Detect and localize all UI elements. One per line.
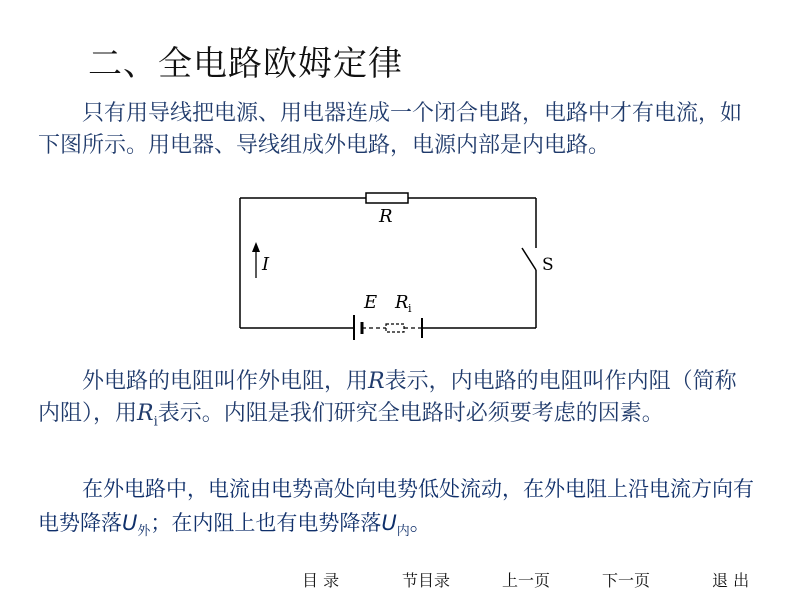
resistor-symbol: [366, 193, 408, 203]
paragraph-potential-drop: [38, 472, 758, 549]
symbol-R: R: [368, 369, 385, 394]
text-fragment: ；在内阻上也有电势降落: [150, 511, 382, 535]
paragraph-intro: 只有用导线把电源、用电器连成一个闭合电路，电路中才有电流，如下图所示。用电器、导线组成外电路，电源内部是内电路。: [38, 101, 743, 158]
internal-resistance-subscript: i: [408, 302, 412, 315]
internal-resistor-dashed: [386, 324, 404, 332]
circuit-diagram: [236, 190, 554, 340]
internal-resistance-label: R: [395, 292, 409, 313]
current-arrow-head: [252, 242, 260, 252]
symbol-Ri-subscript: i: [153, 414, 158, 430]
switch-label: S: [542, 255, 554, 275]
symbol-U-out-subscript: 外: [137, 524, 151, 540]
nav-section-contents-button[interactable]: 节目录: [402, 571, 451, 590]
paragraph-resistance: [38, 366, 758, 438]
nav-prev-page-button[interactable]: 上一页: [502, 571, 551, 590]
symbol-U-in-subscript: 内: [396, 524, 410, 540]
symbol-U-out: U: [122, 511, 138, 535]
symbol-Ri: R: [137, 401, 154, 426]
symbol-U-in: U: [381, 511, 397, 535]
text-fragment: 表示。内阻是我们研究全电路时必须要考虑的因素。: [157, 401, 664, 426]
nav-next-page-button[interactable]: 下一页: [602, 571, 651, 590]
emf-label: E: [364, 292, 378, 313]
text-fragment: 。: [409, 511, 431, 535]
nav-exit-button[interactable]: 退 出: [712, 571, 750, 590]
nav-contents-button[interactable]: 目 录: [302, 571, 340, 590]
text-fragment: 表示，内电路的电阻叫作内阻（简称内阻），用: [38, 369, 737, 426]
text-fragment: 在外电路中，电流由电势高处向电势低处流动，在外电阻上沿电流方向有电势降落: [38, 477, 754, 535]
current-label: I: [262, 254, 270, 275]
switch-symbol: [522, 248, 536, 270]
slide-title: 二、全电路欧姆定律: [88, 44, 403, 84]
resistor-label: R: [379, 206, 393, 227]
text-fragment: 外电路的电阻叫作外电阻，用: [82, 369, 369, 394]
